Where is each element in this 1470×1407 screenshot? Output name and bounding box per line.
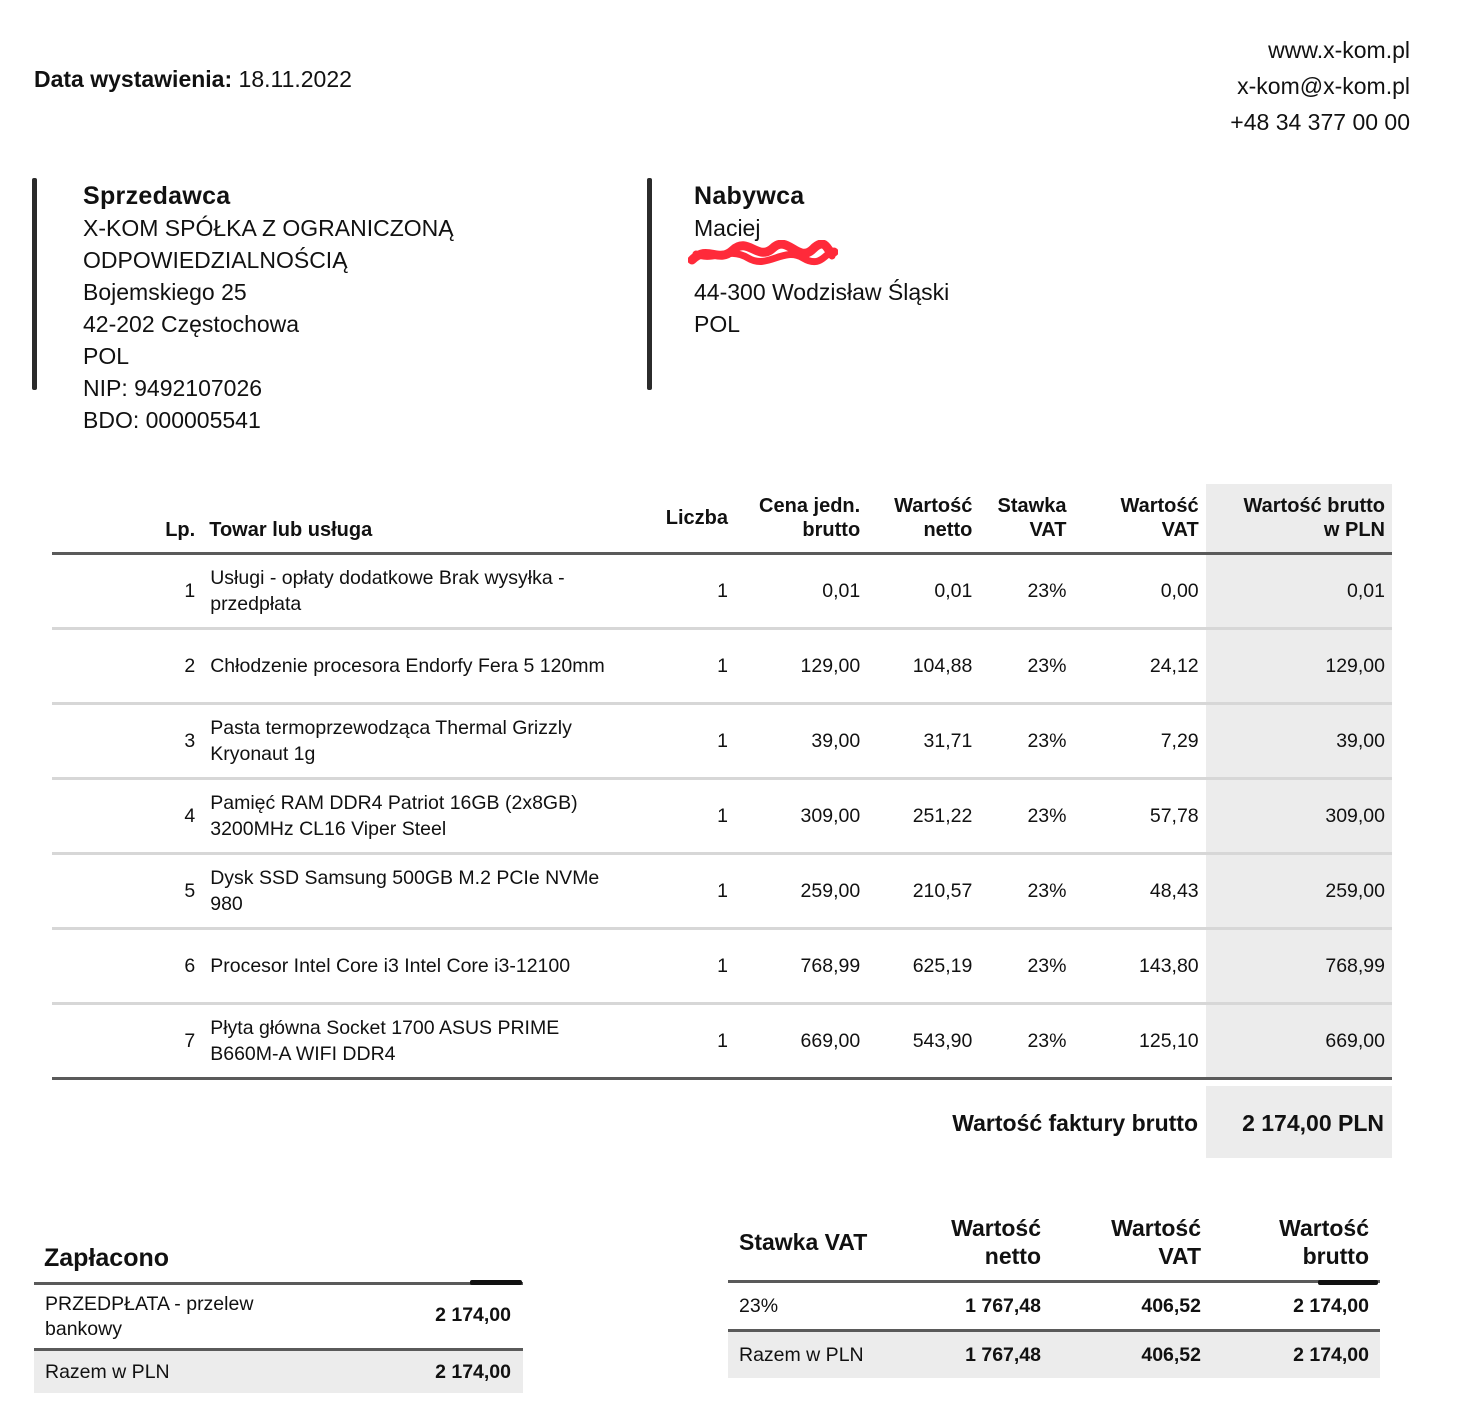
invoice-total-box (1206, 1086, 1392, 1158)
company-contact (1230, 32, 1410, 140)
row-gross: 669,00 (1206, 1004, 1392, 1079)
vat-row-gross: 2 174,00 (1293, 1294, 1369, 1317)
row-lp: 3 (184, 730, 196, 752)
col-net: Wartość netto (894, 495, 973, 541)
row-net: 251,22 (912, 805, 973, 827)
row-description: Płyta główna Socket 1700 ASUS PRIME B660M-A WIFI DDR4 (210, 1017, 560, 1065)
row-vat-value: 24,12 (1149, 655, 1199, 677)
vat-divider-accent (1318, 1280, 1378, 1285)
vat-col-net: Wartość netto (951, 1215, 1041, 1269)
row-lp: 6 (184, 955, 196, 977)
row-net: 104,88 (912, 655, 973, 677)
row-lp: 5 (184, 880, 196, 902)
buyer-name: Maciej (694, 215, 761, 241)
table-row (52, 854, 1392, 929)
row-lp: 4 (184, 805, 196, 827)
row-vat-value: 57,78 (1149, 805, 1199, 827)
row-gross: 39,00 (1206, 704, 1392, 779)
paid-sum-label: Razem w PLN (45, 1361, 170, 1383)
row-vat-rate: 23% (1027, 880, 1067, 902)
seller-line: Bojemskiego 25 (83, 279, 247, 305)
items-table (52, 484, 1392, 1080)
row-qty: 1 (717, 1030, 728, 1052)
issue-date-value: 18.11.2022 (238, 66, 352, 92)
row-description: Pasta termoprzewodząca Thermal Grizzly Kryonaut 1g (210, 717, 572, 765)
row-vat-rate: 23% (1027, 580, 1067, 602)
row-lp: 2 (184, 655, 196, 677)
row-description: Usługi - opłaty dodatkowe Brak wysyłka - przedpłata (210, 567, 565, 615)
row-vat-rate: 23% (1027, 1030, 1067, 1052)
vat-sum-row (728, 1331, 1380, 1379)
vat-rate-row (728, 1282, 1380, 1331)
vat-col-rate: Stawka VAT (739, 1229, 868, 1255)
row-unit-price: 309,00 (800, 805, 861, 827)
vat-summary-table (728, 1206, 1380, 1378)
paid-method-row (34, 1290, 523, 1348)
table-row (52, 779, 1392, 854)
buyer-divider (647, 178, 652, 390)
row-qty: 1 (717, 730, 728, 752)
buyer-line: 44-300 Wodzisław Śląski (694, 279, 950, 305)
row-gross: 768,99 (1206, 929, 1392, 1004)
row-qty: 1 (717, 580, 728, 602)
table-row (52, 1004, 1392, 1079)
row-description: Procesor Intel Core i3 Intel Core i3-12100 (210, 955, 571, 977)
paid-title: Zapłacono (44, 1244, 170, 1272)
paid-sum-amount: 2 174,00 (435, 1361, 511, 1383)
row-unit-price: 669,00 (800, 1030, 861, 1052)
col-unit-price: Cena jedn. brutto (759, 495, 861, 541)
seller-line: POL (83, 343, 130, 369)
paid-sum-row (34, 1351, 523, 1393)
row-vat-value: 125,10 (1139, 1030, 1199, 1052)
row-net: 31,71 (923, 730, 973, 752)
seller-title: Sprzedawca (83, 182, 231, 210)
redaction-scribble (688, 240, 838, 268)
row-vat-rate: 23% (1027, 730, 1067, 752)
buyer-title: Nabywca (694, 182, 805, 210)
col-lp: Lp. (165, 519, 196, 541)
row-gross: 259,00 (1206, 854, 1392, 929)
row-unit-price: 0,01 (822, 580, 861, 602)
issue-date-label: Data wystawienia: (34, 66, 233, 92)
vat-row-net: 1 767,48 (965, 1294, 1041, 1317)
col-gross: Wartość brutto w PLN (1206, 484, 1392, 554)
vat-col-gross: Wartość brutto (1279, 1215, 1369, 1269)
vat-sum-label: Razem w PLN (739, 1343, 864, 1366)
row-gross: 0,01 (1206, 554, 1392, 629)
row-vat-rate: 23% (1027, 955, 1067, 977)
vat-row-vat: 406,52 (1141, 1294, 1201, 1317)
row-unit-price: 259,00 (800, 880, 861, 902)
row-net: 543,90 (912, 1030, 973, 1052)
row-lp: 1 (184, 580, 196, 602)
col-vat-rate: Stawka VAT (997, 495, 1067, 541)
row-vat-value: 0,00 (1160, 580, 1199, 602)
seller-line: NIP: 9492107026 (83, 375, 263, 401)
items-header-row (52, 484, 1392, 554)
seller-line: BDO: 000005541 (83, 407, 261, 433)
row-qty: 1 (717, 805, 728, 827)
seller-line: ODPOWIEDZIALNOŚCIĄ (83, 247, 348, 273)
col-vat-value: Wartość VAT (1120, 495, 1199, 541)
vat-sum-vat: 406,52 (1141, 1343, 1201, 1366)
row-qty: 1 (717, 655, 728, 677)
invoice-total-label: Wartość faktury brutto (952, 1110, 1198, 1136)
seller-line: X-KOM SPÓŁKA Z OGRANICZONĄ (83, 215, 454, 241)
table-row (52, 929, 1392, 1004)
row-gross: 309,00 (1206, 779, 1392, 854)
paid-divider-accent (470, 1280, 522, 1285)
col-qty: Liczba (665, 507, 728, 529)
paid-divider (34, 1282, 523, 1285)
vat-header-row (728, 1206, 1380, 1282)
vat-row-rate: 23% (739, 1294, 779, 1317)
seller-line: 42-202 Częstochowa (83, 311, 300, 337)
row-unit-price: 129,00 (800, 655, 861, 677)
vat-col-vat: Wartość VAT (1111, 1215, 1201, 1269)
col-item: Towar lub usługa (209, 519, 373, 541)
paid-method: PRZEDPŁATA - przelew bankowy (45, 1293, 254, 1340)
row-unit-price: 39,00 (811, 730, 861, 752)
row-lp: 7 (184, 1030, 196, 1052)
seller-block (83, 180, 454, 436)
issue-date (34, 66, 352, 93)
row-vat-value: 7,29 (1160, 730, 1199, 752)
website-link[interactable]: www.x-kom.pl (1268, 37, 1410, 63)
row-description: Dysk SSD Samsung 500GB M.2 PCIe NVMe 980 (210, 867, 600, 915)
vat-sum-gross: 2 174,00 (1293, 1343, 1369, 1366)
row-unit-price: 768,99 (800, 955, 861, 977)
row-vat-value: 143,80 (1139, 955, 1199, 977)
email-link[interactable]: x-kom@x-kom.pl (1237, 73, 1410, 99)
row-gross: 129,00 (1206, 629, 1392, 704)
row-net: 625,19 (912, 955, 973, 977)
table-row (52, 704, 1392, 779)
row-qty: 1 (717, 880, 728, 902)
phone-number: +48 34 377 00 00 (1230, 109, 1410, 135)
table-row (52, 554, 1392, 629)
row-qty: 1 (717, 955, 728, 977)
row-net: 0,01 (934, 580, 973, 602)
row-vat-rate: 23% (1027, 655, 1067, 677)
vat-sum-net: 1 767,48 (965, 1343, 1041, 1366)
table-row (52, 629, 1392, 704)
buyer-line: POL (694, 311, 741, 337)
row-vat-rate: 23% (1027, 805, 1067, 827)
paid-method-amount: 2 174,00 (435, 1304, 511, 1326)
row-description: Chłodzenie procesora Endorfy Fera 5 120mm (210, 655, 605, 677)
row-net: 210,57 (912, 880, 973, 902)
row-vat-value: 48,43 (1149, 880, 1199, 902)
invoice-total-value: 2 174,00 PLN (1242, 1110, 1384, 1136)
seller-divider (32, 178, 37, 390)
row-description: Pamięć RAM DDR4 Patriot 16GB (2x8GB) 3200MHz CL16 Viper Steel (210, 792, 578, 840)
